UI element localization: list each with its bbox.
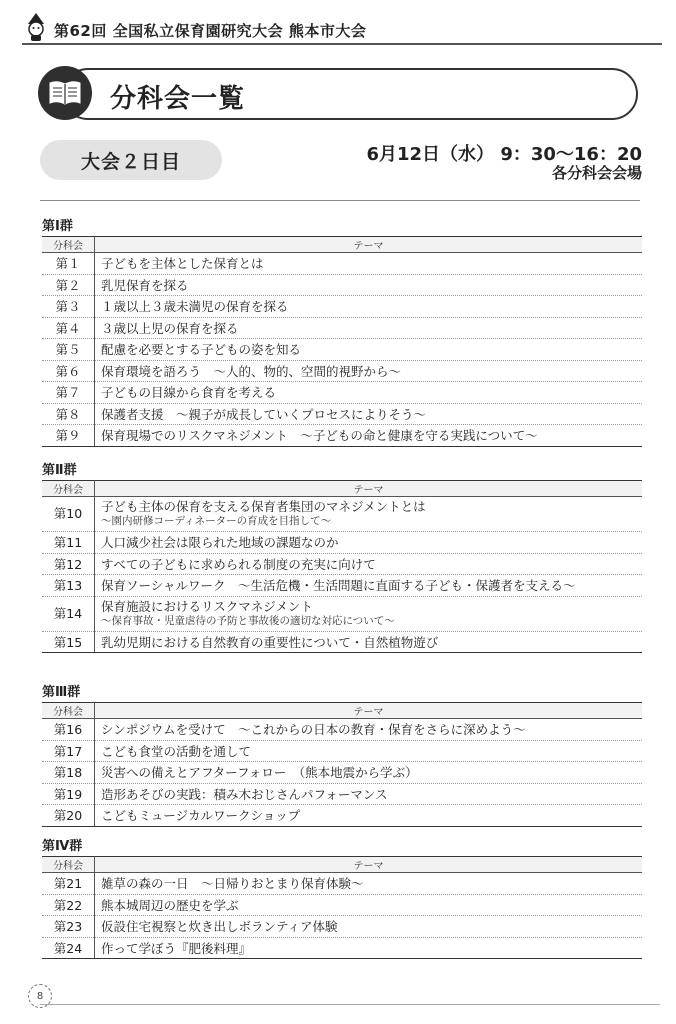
col-header-num: 分科会 xyxy=(42,237,95,253)
table-row xyxy=(42,339,642,361)
row-num: 第21 xyxy=(42,873,95,895)
row-theme: ３歳以上児の保育を探る xyxy=(95,317,643,339)
row-num: 第４ xyxy=(42,317,95,339)
group-3-table xyxy=(42,702,642,827)
footer-rule xyxy=(40,1004,660,1005)
table-row xyxy=(42,596,642,631)
table-row xyxy=(42,317,642,339)
table-row xyxy=(42,575,642,597)
table-row xyxy=(42,497,642,532)
row-num: 第23 xyxy=(42,916,95,938)
row-num: 第10 xyxy=(42,497,95,532)
table-row xyxy=(42,762,642,784)
row-theme: 作って学ぼう『肥後料理』 xyxy=(95,937,643,959)
row-theme: 仮設住宅視察と炊き出しボランティア体験 xyxy=(95,916,643,938)
row-num: 第９ xyxy=(42,425,95,447)
page-number: 8 xyxy=(28,984,52,1008)
table-row xyxy=(42,719,642,741)
table-row xyxy=(42,937,642,959)
page-header xyxy=(22,12,662,48)
table-row xyxy=(42,805,642,827)
row-theme: 保育現場でのリスクマネジメント ～子どもの命と健康を守る実践について～ xyxy=(95,425,643,447)
table-row xyxy=(42,274,642,296)
day-label: 大会２日目 xyxy=(40,140,222,180)
row-num: 第12 xyxy=(42,553,95,575)
header-rule xyxy=(22,43,662,45)
row-num: 第18 xyxy=(42,762,95,784)
row-num: 第５ xyxy=(42,339,95,361)
group-label: 第Ⅱ群 xyxy=(42,463,77,478)
row-theme: 乳幼児期における自然教育の重要性について・自然植物遊び xyxy=(95,631,643,653)
row-theme-main: 子ども主体の保育を支える保育者集団のマネジメントとは xyxy=(101,499,426,514)
row-theme: こどもミュージカルワークショップ xyxy=(95,805,643,827)
row-num: 第２ xyxy=(42,274,95,296)
table-row xyxy=(42,783,642,805)
row-theme-main: 保育施設におけるリスクマネジメント xyxy=(101,598,313,614)
row-theme: 熊本城周辺の歴史を学ぶ xyxy=(95,894,643,916)
table-row xyxy=(42,873,642,895)
child-mascot-icon xyxy=(24,12,48,42)
row-num: 第24 xyxy=(42,937,95,959)
group-2 xyxy=(42,462,642,653)
row-theme: １歳以上３歳未満児の保育を探る xyxy=(95,296,643,318)
session-time: 6月12日（水） 9：30～16：20 xyxy=(366,144,642,165)
group-4 xyxy=(42,838,642,959)
table-row xyxy=(42,360,642,382)
group-1 xyxy=(42,218,642,447)
group-2-table xyxy=(42,480,642,653)
table-row xyxy=(42,916,642,938)
row-num: 第15 xyxy=(42,631,95,653)
session-venue: 各分科会会場 xyxy=(551,164,642,182)
table-row xyxy=(42,253,642,275)
row-num: 第８ xyxy=(42,403,95,425)
table-row xyxy=(42,425,642,447)
row-theme: 雑草の森の一日 ～日帰りおとまり保育体験～ xyxy=(95,873,643,895)
row-theme: 災害への備えとアフターフォロー （熊本地震から学ぶ） xyxy=(95,762,643,784)
row-theme: 造形あそびの実践：積み木おじさんパフォーマンス xyxy=(95,783,643,805)
group-label: 第Ⅳ群 xyxy=(42,839,83,854)
page-title: 分科会一覧 xyxy=(110,84,246,114)
row-theme: 保護者支援 ～親子が成長していくプロセスによりそう～ xyxy=(95,403,643,425)
row-theme: 人口減少社会は限られた地域の課題なのか xyxy=(95,532,643,554)
row-num: 第１ xyxy=(42,253,95,275)
row-num: 第22 xyxy=(42,894,95,916)
row-theme xyxy=(95,497,643,532)
open-book-icon xyxy=(47,78,83,108)
row-num: 第６ xyxy=(42,360,95,382)
row-num: 第13 xyxy=(42,575,95,597)
row-theme: シンポジウムを受けて ～これからの日本の教育・保育をさらに深めよう～ xyxy=(95,719,643,741)
table-row xyxy=(42,403,642,425)
group-1-table xyxy=(42,236,642,447)
group-label: 第Ⅲ群 xyxy=(42,685,81,700)
row-num: 第３ xyxy=(42,296,95,318)
col-header-num: 分科会 xyxy=(42,703,95,719)
row-num: 第16 xyxy=(42,719,95,741)
group-4-table xyxy=(42,856,642,959)
table-row xyxy=(42,532,642,554)
conference-title: 第62回 全国私立保育園研究大会 熊本市大会 xyxy=(54,22,367,40)
col-header-theme: テーマ xyxy=(95,703,643,719)
row-num: 第19 xyxy=(42,783,95,805)
col-header-theme: テーマ xyxy=(95,481,643,497)
row-theme: 子どもを主体とした保育とは xyxy=(95,253,643,275)
col-header-theme: テーマ xyxy=(95,857,643,873)
title-badge xyxy=(38,66,92,120)
table-row xyxy=(42,631,642,653)
row-theme-sub: ～園内研修コーディネーターの育成を目指して～ xyxy=(101,515,332,527)
row-theme: 保育ソーシャルワーク ～生活危機・生活問題に直面する子ども・保護者を支える～ xyxy=(95,575,643,597)
section-title-box xyxy=(38,66,638,120)
row-theme: すべての子どもに求められる制度の充実に向けて xyxy=(95,553,643,575)
row-num: 第14 xyxy=(42,596,95,631)
row-theme: 子どもの目線から食育を考える xyxy=(95,382,643,404)
row-theme: 保育環境を語ろう ～人的、物的、空間的視野から～ xyxy=(95,360,643,382)
row-num: 第11 xyxy=(42,532,95,554)
row-num: 第７ xyxy=(42,382,95,404)
row-theme: 配慮を必要とする子どもの姿を知る xyxy=(95,339,643,361)
col-header-num: 分科会 xyxy=(42,857,95,873)
table-row xyxy=(42,894,642,916)
table-row xyxy=(42,553,642,575)
group-3 xyxy=(42,684,642,827)
group-label: 第Ⅰ群 xyxy=(42,219,73,234)
row-theme xyxy=(95,596,643,631)
col-header-theme: テーマ xyxy=(95,237,643,253)
row-theme: こども食堂の活動を通して xyxy=(95,740,643,762)
row-theme-sub: ～保育事故・児童虐待の予防と事故後の適切な対応について～ xyxy=(101,614,395,627)
col-header-num: 分科会 xyxy=(42,481,95,497)
table-row xyxy=(42,296,642,318)
row-theme: 乳児保育を探る xyxy=(95,274,643,296)
row-num: 第20 xyxy=(42,805,95,827)
table-row xyxy=(42,382,642,404)
table-row xyxy=(42,740,642,762)
section-divider xyxy=(40,200,640,201)
row-num: 第17 xyxy=(42,740,95,762)
